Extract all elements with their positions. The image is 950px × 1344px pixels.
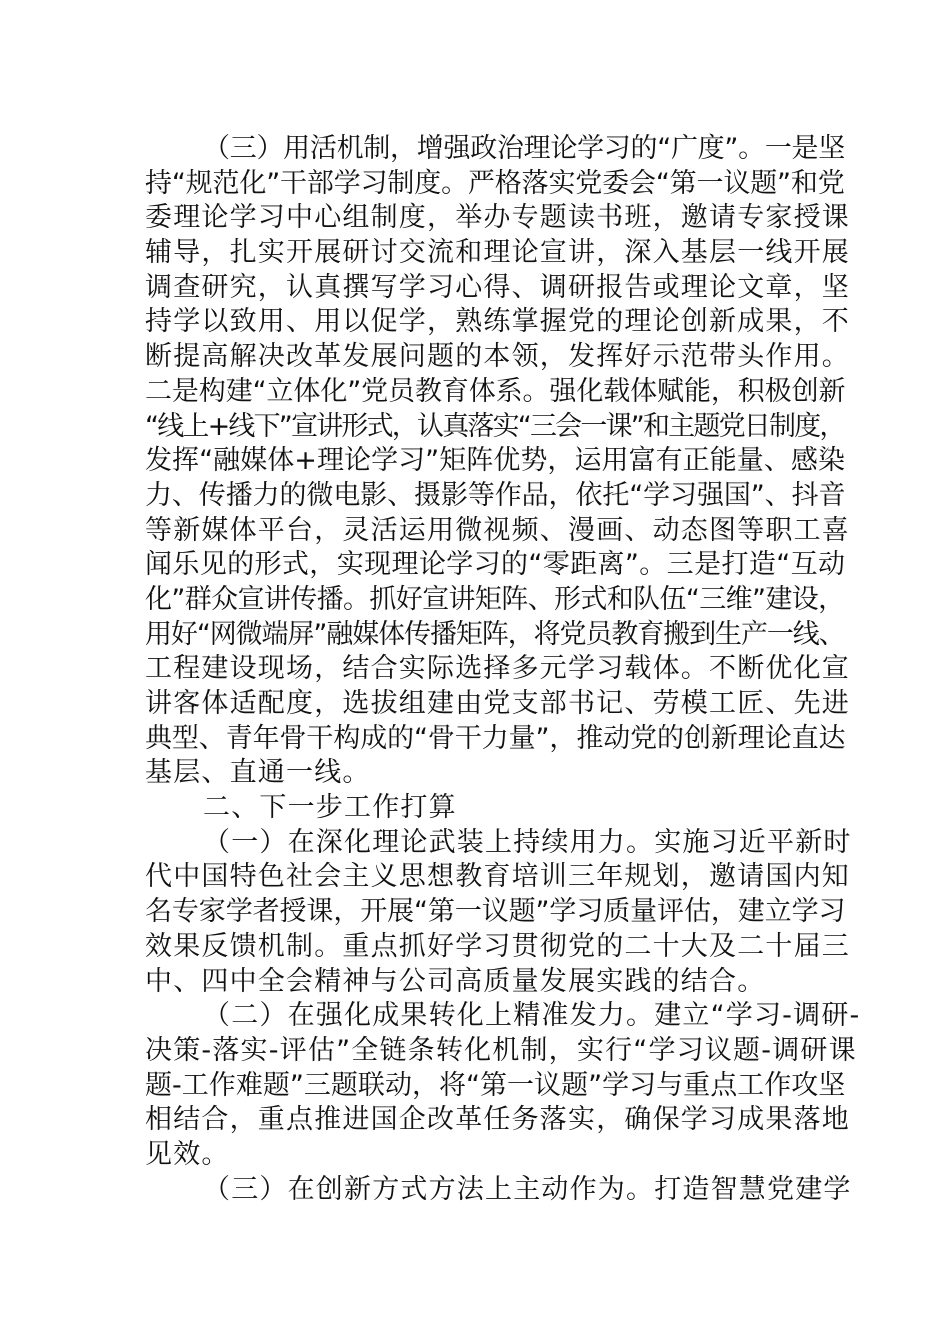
text-line: 持“规范化”干部学习制度。严格落实党委会“第一议题”和党 bbox=[145, 167, 845, 199]
text-line: 题-工作难题”三题联动，将“第一议题”学习与重点工作攻坚 bbox=[145, 1069, 846, 1101]
paragraph bbox=[145, 1173, 852, 1208]
text-line: 讲客体适配度，选拔组建由党支部书记、劳模工匠、先进 bbox=[145, 688, 850, 719]
text-line: 效果反馈机制。重点抓好学习贯彻党的二十大及二十届三 bbox=[145, 930, 850, 962]
text-line: 二、下一步工作打算 bbox=[203, 792, 457, 824]
section-heading bbox=[145, 791, 845, 826]
text-line: 调查研究，认真撰写学习心得、调研报告或理论文章，坚 bbox=[145, 271, 850, 303]
text-line: 闻乐见的形式，实现理论学习的“零距离”。三是打造“互动 bbox=[145, 549, 846, 581]
text-line: 见效。 bbox=[145, 1138, 230, 1170]
text-line: （三）在创新方式方法上主动作为。打造智慧党建学 bbox=[203, 1173, 852, 1205]
paragraph bbox=[145, 999, 861, 1172]
text-line: 等新媒体平台，灵活运用微视频、漫画、动态图等职工喜 bbox=[145, 514, 850, 546]
text-line: “线上+线下”宣讲形式，认真落实“三会一课”和主题党日制度， bbox=[145, 410, 845, 442]
text-line: 持学以致用、用以促学，熟练掌握党的理论创新成果，不 bbox=[145, 306, 850, 338]
text-line: 相结合，重点推进国企改革任务落实，确保学习成果落地 bbox=[145, 1104, 850, 1136]
text-line: 二是构建“立体化”党员教育体系。强化载体赋能，积极创新 bbox=[145, 375, 846, 407]
paragraph bbox=[145, 826, 852, 999]
text-line: 决策-落实-评估”全链条转化机制，实行“学习议题-调研课 bbox=[145, 1034, 857, 1066]
text-line: 化”群众宣讲传播。抓好宣讲矩阵、形式和队伍“三维”建设， bbox=[145, 583, 845, 615]
text-line: 发挥“融媒体+理论学习”矩阵优势，运用富有正能量、感染 bbox=[145, 445, 845, 477]
text-line: 中、四中全会精神与公司高质量发展实践的结合。 bbox=[145, 965, 766, 997]
text-line: 工程建设现场，结合实际选择多元学习载体。不断优化宣 bbox=[145, 653, 850, 685]
document-body bbox=[145, 132, 861, 1207]
paragraph bbox=[145, 132, 850, 791]
text-line: 辅导，扎实开展研讨交流和理论宣讲，深入基层一线开展 bbox=[145, 237, 850, 269]
text-line: 代中国特色社会主义思想教育培训三年规划，邀请国内知 bbox=[145, 861, 850, 893]
text-line: （二）在强化成果转化上精准发力。建立“学习-调研- bbox=[203, 1000, 861, 1032]
text-line: 用好“网微端屏”融媒体传播矩阵，将党员教育搬到生产一线、 bbox=[145, 618, 845, 650]
text-line: 委理论学习中心组制度，举办专题读书班，邀请专家授课 bbox=[145, 202, 850, 234]
text-line: 典型、青年骨干构成的“骨干力量”，推动党的创新理论直达 bbox=[145, 722, 846, 754]
text-line: （三）用活机制，增强政治理论学习的“广度”。一是坚 bbox=[203, 133, 845, 164]
text-line: 名专家学者授课，开展“第一议题”学习质量评估，建立学习 bbox=[145, 896, 846, 928]
text-line: 基层、直通一线。 bbox=[145, 757, 371, 789]
text-line: 断提高解决改革发展问题的本领，发挥好示范带头作用。 bbox=[145, 341, 850, 373]
text-line: （一）在深化理论武装上持续用力。实施习近平新时 bbox=[203, 826, 852, 858]
text-line: 力、传播力的微电影、摄影等作品，依托“学习强国”、抖音 bbox=[145, 479, 846, 511]
